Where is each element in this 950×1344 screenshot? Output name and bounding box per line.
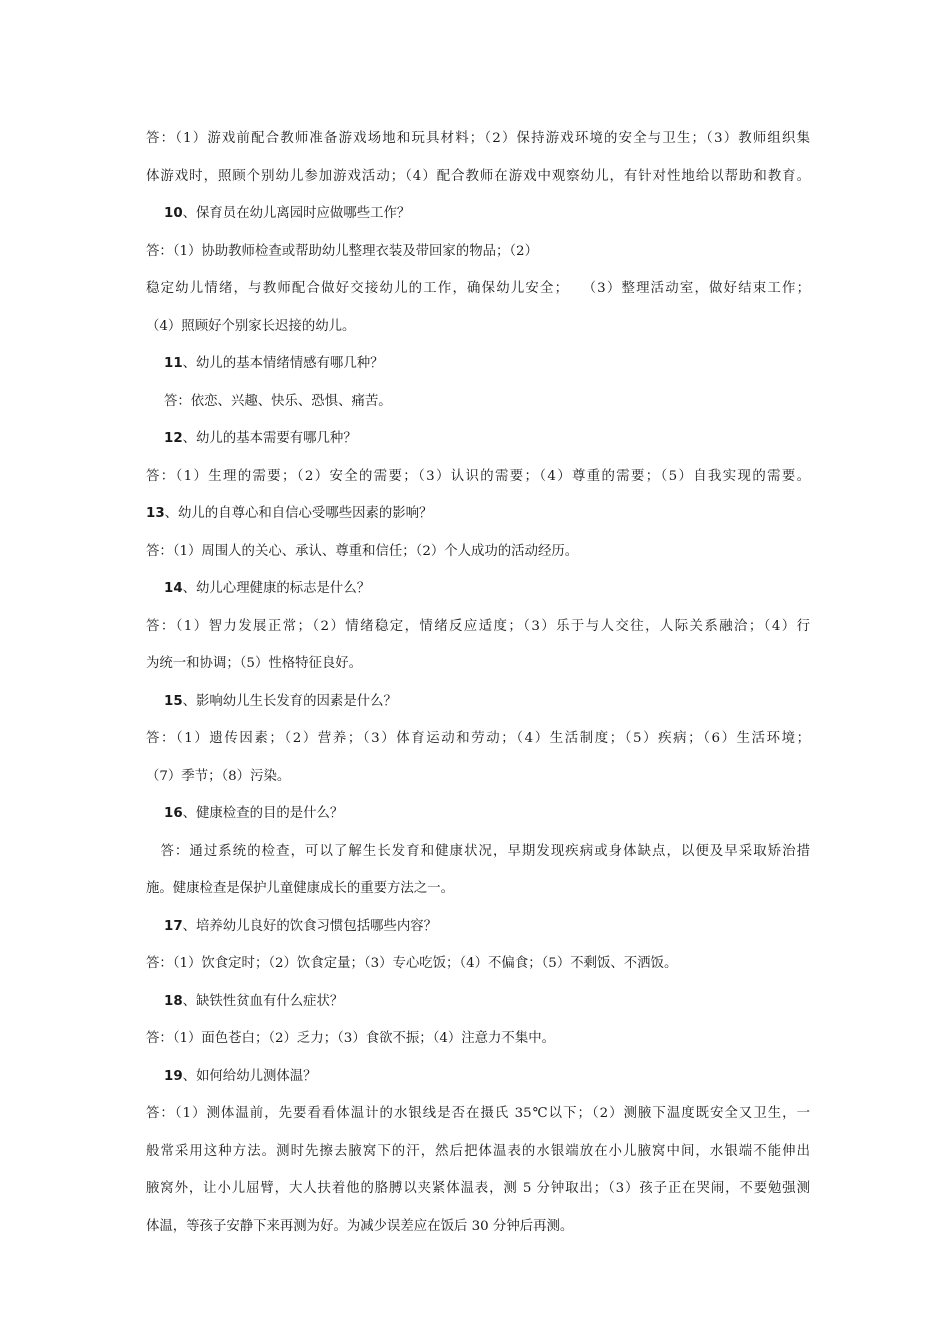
question-text: 、幼儿的基本需要有哪几种？ <box>182 431 357 446</box>
question-13 <box>146 495 810 533</box>
question-text: 、幼儿的基本情绪情感有哪几种？ <box>182 356 384 371</box>
answer-line: 答：依恋、兴趣、快乐、恐惧、痛苦。 <box>164 393 392 409</box>
answer-line: 为统一和协调；（5）性格特征良好。 <box>146 656 363 671</box>
answer-line: 答：（1）遗传因素；（2）营养；（3）体育运动和劳动；（4）生活制度；（5）疾病；（6）生活环境； <box>146 731 810 746</box>
question-text: 、幼儿心理健康的标志是什么？ <box>182 581 371 596</box>
question-number: 19 <box>164 1068 183 1084</box>
question-text: 、健康检查的目的是什么？ <box>182 806 344 821</box>
answer-line: 体温，等孩子安静下来再测为好。为减少误差应在饭后 30 分钟后再测。 <box>146 1218 574 1234</box>
question-16 <box>146 795 810 833</box>
question-text: 、缺铁性贫血有什么症状？ <box>182 993 344 1009</box>
question-12 <box>146 420 810 458</box>
question-18 <box>146 983 810 1021</box>
question-number: 17 <box>164 918 183 934</box>
answer-line: 腋窝外，让小儿屈臂，大人扶着他的胳膊以夹紧体温表，测 5 分钟取出；（3）孩子正在哭闹，不要勉强测 <box>146 1181 810 1196</box>
answer-line: 答：（1）饮食定时；（2）饮食定量；（3）专心吃饭；（4）不偏食；（5）不剩饭、不洒饭。 <box>146 956 678 971</box>
question-text: 、保育员在幼儿离园时应做哪些工作？ <box>182 206 411 221</box>
answer-line: 答：通过系统的检查，可以了解生长发育和健康状况，早期发现疾病或身体缺点，以便及早采取矫治措 <box>146 843 810 859</box>
question-10 <box>146 195 810 233</box>
question-17 <box>146 908 810 946</box>
question-number: 15 <box>164 693 183 709</box>
answer-line: （7）季节；（8）污染。 <box>146 768 291 784</box>
answer-line: 答：（1）测体温前，先要看看体温计的水银线是否在摄氏 35℃以下；（2）测腋下温度既安全又卫生，一 <box>146 1106 810 1121</box>
answer-line: 答：（1）智力发展正常；（2）情绪稳定，情绪反应适度；（3）乐于与人交往，人际关系融洽；（4）行 <box>146 618 810 634</box>
question-number: 16 <box>164 806 183 821</box>
question-text: 、幼儿的自尊心和自信心受哪些因素的影响？ <box>164 506 433 521</box>
question-11 <box>146 345 810 383</box>
answer-line: （4）照顾好个别家长迟接的幼儿。 <box>146 318 356 334</box>
question-15 <box>146 683 810 721</box>
question-19 <box>146 1058 810 1096</box>
question-number: 18 <box>164 993 183 1009</box>
question-number: 13 <box>146 506 165 521</box>
question-number: 14 <box>164 581 183 596</box>
question-number: 12 <box>164 431 183 446</box>
question-14 <box>146 570 810 608</box>
answer-line: 答：（1）生理的需要；（2）安全的需要；（3）认识的需要；（4）尊重的需要；（5）自我实现的需要。 <box>146 468 810 484</box>
question-text: 、如何给幼儿测体温？ <box>182 1068 317 1084</box>
answer-line: 体游戏时，照顾个别幼儿参加游戏活动；（4）配合教师在游戏中观察幼儿，有针对性地给以帮助和教育。 <box>146 168 810 184</box>
answer-line: 般常采用这种方法。测时先擦去腋窝下的汗，然后把体温表的水银端放在小儿腋窝中间，水银端不能伸出 <box>146 1143 810 1159</box>
answer-line: 答：（1）周围人的关心、承认、尊重和信任；（2）个人成功的活动经历。 <box>146 543 579 559</box>
question-number: 10 <box>164 206 183 221</box>
answer-line: 答：（1）面色苍白；（2）乏力；（3）食欲不振；（4）注意力不集中。 <box>146 1031 555 1046</box>
question-text: 、影响幼儿生长发育的因素是什么？ <box>182 693 397 709</box>
answer-line: 答：（1）游戏前配合教师准备游戏场地和玩具材料；（2）保持游戏环境的安全与卫生；（3）教师组织集 <box>146 131 810 146</box>
question-number: 11 <box>164 356 183 371</box>
answer-line: 答：（1）协助教师检查或帮助幼儿整理衣装及带回家的物品；（2） <box>146 243 538 259</box>
question-text: 、培养幼儿良好的饮食习惯包括哪些内容？ <box>182 918 438 934</box>
document-page <box>146 120 810 1245</box>
answer-line: 施。健康检查是保护儿童健康成长的重要方法之一。 <box>146 881 454 896</box>
answer-line: 稳定幼儿情绪，与教师配合做好交接幼儿的工作，确保幼儿安全； （3）整理活动室，做好结束工作； <box>146 281 810 296</box>
